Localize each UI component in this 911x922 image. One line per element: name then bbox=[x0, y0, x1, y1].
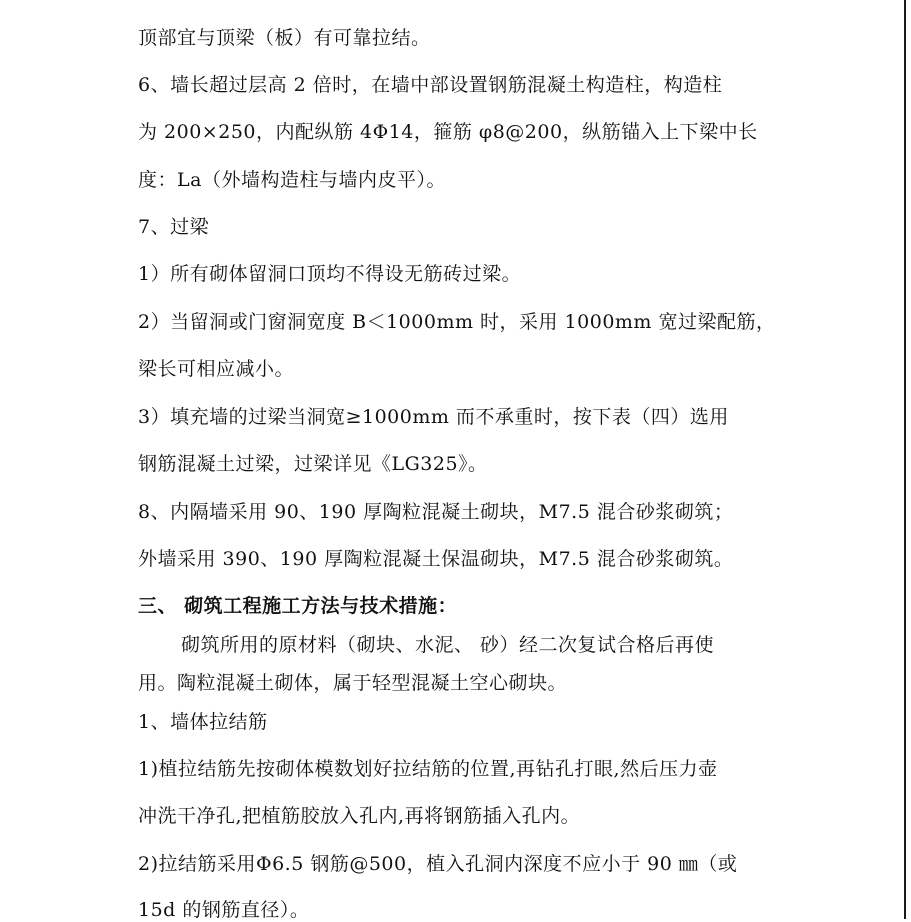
text-line: 度：La（外墙构造柱与墙内皮平）。 bbox=[138, 169, 446, 191]
text-line: 砌筑所用的原材料（砌块、水泥、 砂）经二次复试合格后再使 bbox=[181, 634, 715, 656]
text-line: 7、过梁 bbox=[138, 216, 210, 238]
text-line: 钢筋混凝土过梁，过梁详见《LG325》。 bbox=[138, 453, 488, 475]
text-line: 1、墙体拉结筋 bbox=[138, 711, 268, 733]
text-line: 1)植拉结筋先按砌体模数划好拉结筋的位置,再钻孔打眼,然后压力壶 bbox=[138, 758, 718, 780]
text-line: 顶部宜与顶梁（板）有可靠拉结。 bbox=[138, 27, 431, 49]
text-line: 1）所有砌体留洞口顶均不得设无筋砖过梁。 bbox=[138, 263, 522, 285]
text-line: 用。陶粒混凝土砌体，属于轻型混凝土空心砌块。 bbox=[138, 672, 568, 694]
text-line: 梁长可相应减小。 bbox=[138, 358, 295, 380]
text-line: 外墙采用 390、190 厚陶粒混凝土保温砌块，M7.5 混合砂浆砌筑。 bbox=[138, 548, 734, 570]
text-line: 3）填充墙的过梁当洞宽≥1000mm 而不承重时，按下表（四）选用 bbox=[138, 406, 729, 428]
text-line: 2)拉结筋采用Φ6.5 钢筋@500，植入孔洞内深度不应小于 90 ㎜（或 bbox=[138, 853, 738, 875]
text-line: 冲洗干净孔,把植筋胶放入孔内,再将钢筋插入孔内。 bbox=[138, 805, 581, 827]
text-line: 8、内隔墙采用 90、190 厚陶粒混凝土砌块，M7.5 混合砂浆砌筑； bbox=[138, 501, 734, 523]
text-line: 2）当留洞或门窗洞宽度 B＜1000mm 时，采用 1000mm 宽过梁配筋， bbox=[138, 311, 776, 333]
section-heading: 三、 砌筑工程施工方法与技术措施： bbox=[138, 595, 458, 617]
text-line: 为 200×250，内配纵筋 4Φ14，箍筋 φ8@200，纵筋锚入上下梁中长 bbox=[138, 121, 758, 143]
text-line: 6、墙长超过层高 2 倍时，在墙中部设置钢筋混凝土构造柱，构造柱 bbox=[138, 74, 723, 96]
text-line: 15d 的钢筋直径）。 bbox=[138, 899, 310, 921]
page-right-border bbox=[904, 0, 906, 919]
